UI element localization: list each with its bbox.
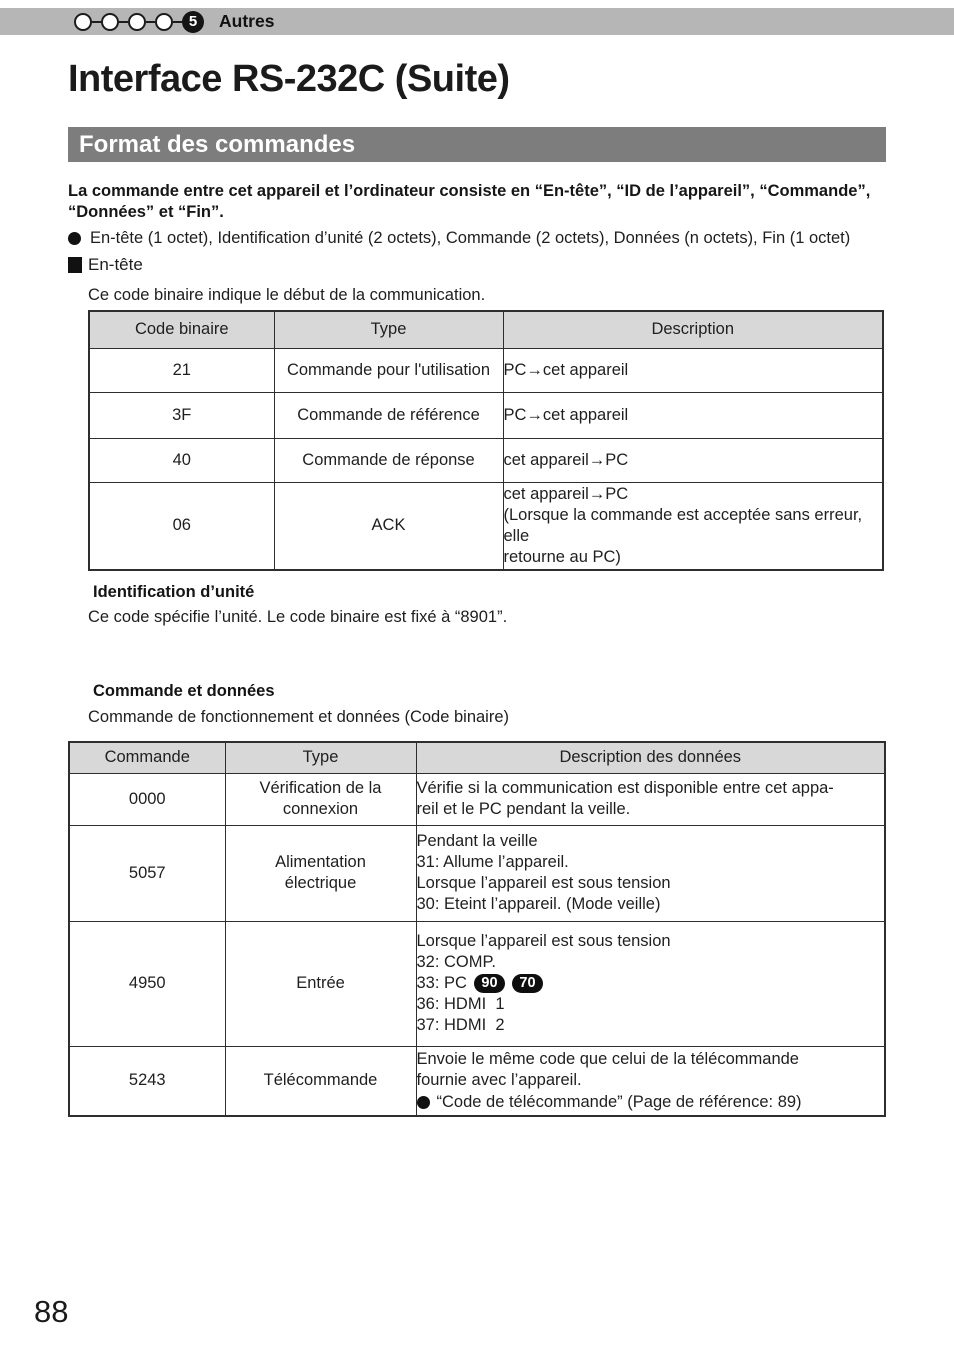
section-banner-label: Format des commandes [79,130,356,158]
type-line: Alimentation [275,853,366,871]
code-cell: 06 [89,482,274,570]
description-line: Lorsque l’appareil est sous tension [416,874,671,892]
step-circle-icon [74,13,92,31]
intro-paragraph [68,181,894,223]
description-line: PC→cet appareil [503,360,629,379]
command-data-heading: Commande et données [93,682,275,700]
type-cell: Commande de réponse [274,438,503,482]
type-cell [225,1046,416,1116]
description-line: 36: HDMI 1 [416,995,505,1013]
unit-id-body: Ce code spécifie l’unité. Le code binaire est fixé à “8901”. [88,608,508,626]
description-line: reil et le PC pendant la veille. [416,800,631,818]
command-data-body: Commande de fonctionnement et données (Code binaire) [88,708,510,726]
section-label: Autres [219,11,275,31]
type-line: connexion [282,800,359,818]
reference-bullet-line [417,1092,885,1113]
type-cell: Commande de référence [274,392,503,438]
entete-note: Ce code binaire indique le début de la communication. [88,286,486,304]
description-cell [503,348,883,392]
code-cell: 40 [89,438,274,482]
page-title: Interface RS-232C (Suite) [68,58,510,100]
command-cell: 5243 [69,1046,225,1116]
section-indicator-bar [0,8,954,35]
type-line: Vérification de la [259,779,382,797]
step-connector [173,21,182,23]
intro-line: “Données” et “Fin”. [68,203,224,221]
bullet-icon [68,232,81,245]
description-line: (Lorsque la commande est acceptée sans erreur, [503,505,863,524]
type-line: Entrée [296,974,345,992]
page-number: 88 [34,1294,69,1329]
type-line: électrique [284,874,357,892]
description-cell [416,825,885,921]
step-circle-icon [101,13,119,31]
description-cell [416,773,885,825]
table-row [89,392,883,438]
command-table [68,741,886,1117]
description-line: Lorsque l’appareil est sous tension [416,932,671,950]
intro-line: La commande entre cet appareil et l’ordinateur consiste en “En-tête”, “ID de l’appareil”, “Commande”, [68,182,871,200]
type-line: Télécommande [263,1071,378,1090]
description-line: cet appareil→PC [503,484,629,503]
table-row [69,1046,885,1116]
description-line: elle [503,526,530,545]
section-number-badge: 5 [182,11,204,33]
table-row [89,348,883,392]
command-cell: 4950 [69,921,225,1046]
description-line-with-badges [417,973,885,994]
description-cell [416,1046,885,1116]
reference-text: “Code de télécommande” (Page de référence: 89) [436,1092,802,1111]
section-banner [68,127,886,162]
description-cell [503,392,883,438]
description-line: PC→cet appareil [503,405,629,424]
description-line: Vérifie si la communication est disponible entre cet appa- [416,779,834,797]
table-row [89,438,883,482]
description-line: 37: HDMI 2 [416,1016,505,1034]
page-ref-badge-90-icon: 90 [474,974,505,993]
header-code-table [88,310,884,571]
type-cell [225,773,416,825]
column-header: Type [274,311,503,348]
description-line: 32: COMP. [416,953,496,971]
section-step-indicator [74,11,204,33]
column-header: Description [503,311,883,348]
table-header-row [69,742,885,773]
column-header: Code binaire [89,311,274,348]
table-row [69,921,885,1046]
command-cell: 0000 [69,773,225,825]
description-line: 31: Allume l’appareil. [416,853,569,871]
description-cell [503,438,883,482]
table-header-row [89,311,883,348]
square-bullet-icon [68,257,82,273]
description-line: Envoie le même code que celui de la télécommande [416,1049,799,1068]
unit-id-heading: Identification d’unité [93,583,255,601]
page-ref-badge-70-icon: 70 [512,974,543,993]
entete-heading-label: En-tête [88,255,143,274]
description-line: Pendant la veille [416,832,538,850]
code-cell: 21 [89,348,274,392]
byte-structure-text: En-tête (1 octet), Identification d’unité (2 octets), Commande (2 octets), Données (n octets), Fin (1 octet) [90,229,851,247]
table-row [69,825,885,921]
description-line: 30: Eteint l’appareil. (Mode veille) [416,895,661,913]
entete-heading [68,255,143,275]
type-cell: Commande pour l'utilisation [274,348,503,392]
step-circle-icon [128,13,146,31]
code-cell: 3F [89,392,274,438]
step-connector [92,21,101,23]
bullet-icon [417,1096,430,1109]
byte-structure-item [68,229,928,248]
type-cell [225,825,416,921]
step-circle-icon [155,13,173,31]
type-cell [225,921,416,1046]
type-cell: ACK [274,482,503,570]
description-cell [416,921,885,1046]
step-connector [119,21,128,23]
step-connector [146,21,155,23]
table-row [69,773,885,825]
description-cell [503,482,883,570]
column-header: Type [225,742,416,773]
description-line: retourne au PC) [503,547,621,566]
column-header: Commande [69,742,225,773]
table-row [89,482,883,570]
description-line: cet appareil→PC [503,450,629,469]
column-header: Description des données [416,742,885,773]
description-line: 33: PC [416,974,467,992]
description-line: fournie avec l’appareil. [416,1070,582,1089]
command-cell: 5057 [69,825,225,921]
